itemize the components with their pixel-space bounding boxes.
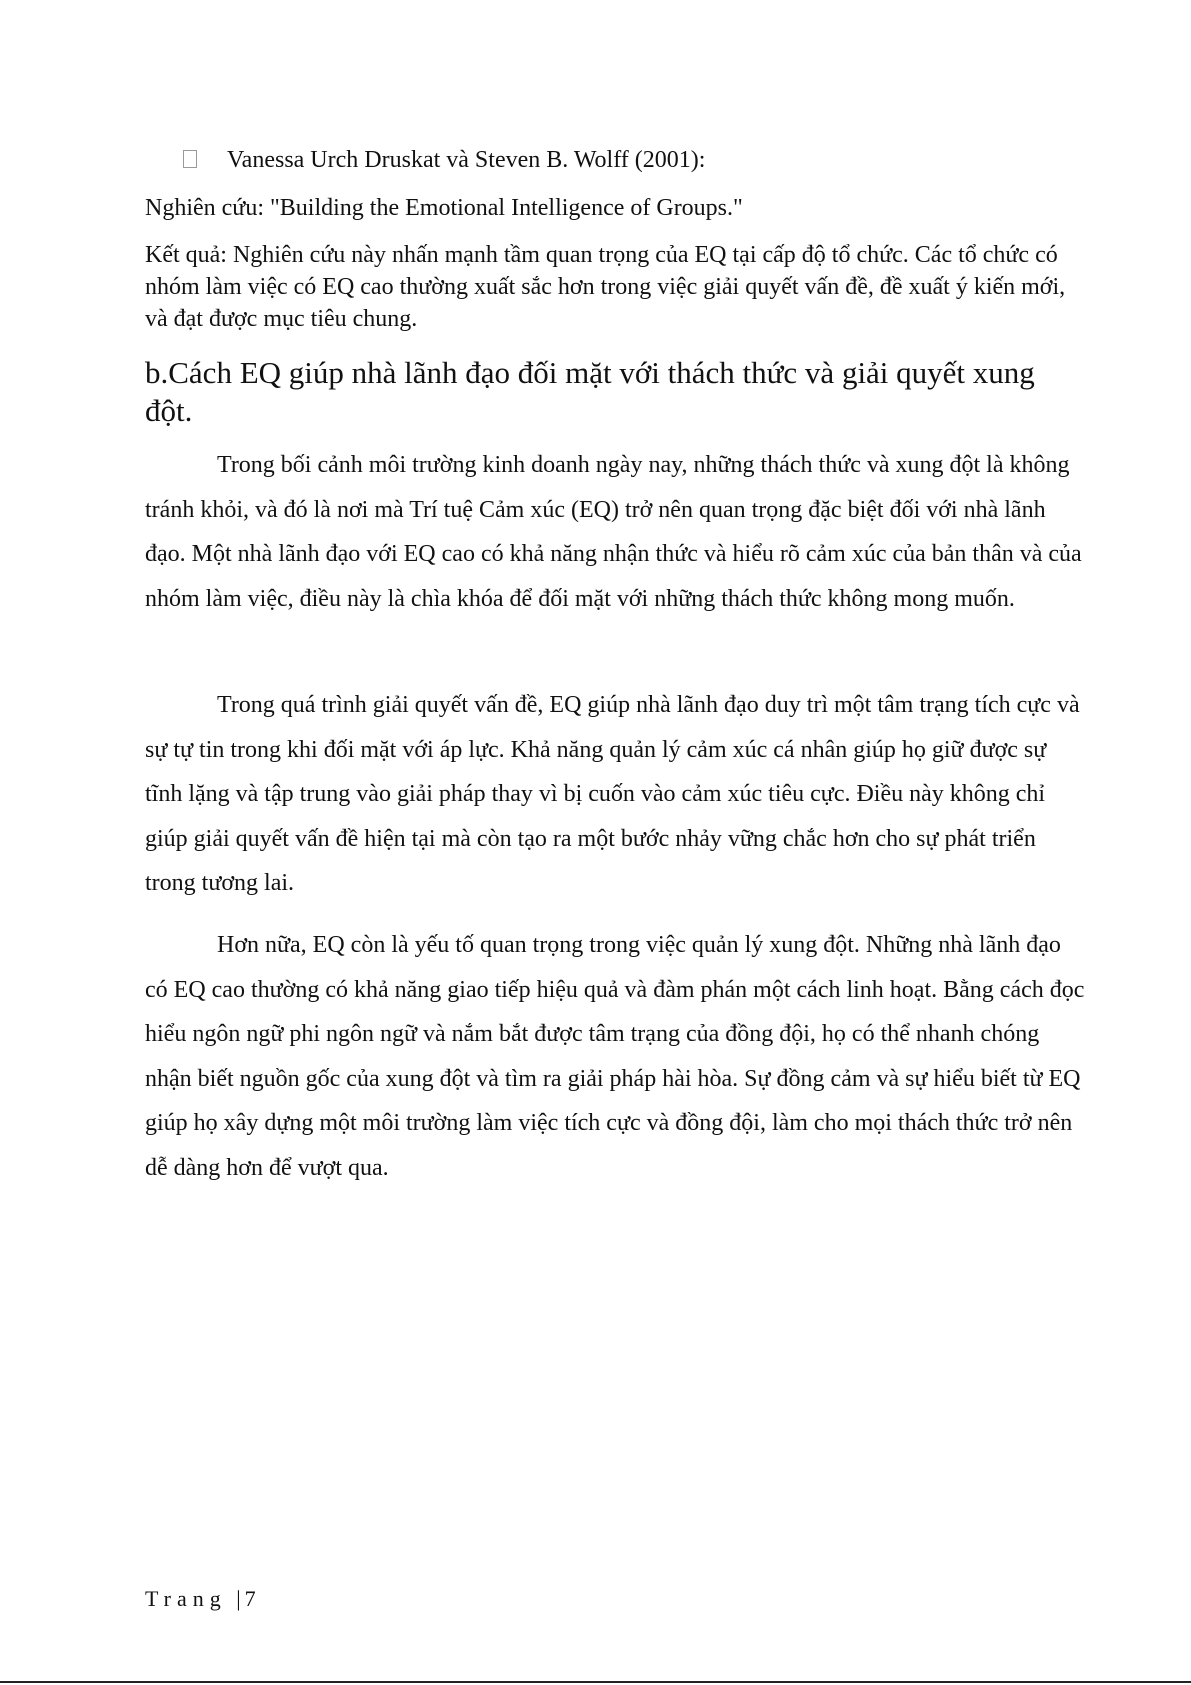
bullet-item (183, 144, 705, 176)
bullet-text: Vanessa Urch Druskat và Steven B. Wolff (2001): (227, 147, 706, 173)
bottom-divider (0, 1681, 1191, 1683)
footer-separator: | (236, 1586, 241, 1611)
page-number: 7 (244, 1586, 256, 1611)
study-line: Nghiên cứu: "Building the Emotional Intelligence of Groups." (145, 195, 743, 221)
footer-label: Trang (145, 1586, 227, 1611)
section-heading: b.Cách EQ giúp nhà lãnh đạo đối mặt với thách thức và giải quyết xung đột. (145, 355, 1035, 428)
body-paragraph-2: Trong quá trình giải quyết vấn đề, EQ giúp nhà lãnh đạo duy trì một tâm trạng tích cực và sự tự tin trong khi đối mặt với áp lực. Khả năng quản lý cảm xúc cá nhân giúp họ giữ được sự tĩnh lặng và tập trung vào giải pháp thay vì bị cuốn vào cảm xúc tiêu cực. Điều này không chỉ giúp giải quyết vấn đề hiện tại mà còn tạo ra một bước nhảy vững chắc hơn cho sự phát triển trong tương lai. (145, 692, 1080, 896)
page-footer (145, 1584, 256, 1614)
square-bullet-icon (183, 150, 197, 168)
body-paragraph-3: Hơn nữa, EQ còn là yếu tố quan trọng trong việc quản lý xung đột. Những nhà lãnh đạo có EQ cao thường có khả năng giao tiếp hiệu quả và đàm phán một cách linh hoạt. Bằng cách đọc hiểu ngôn ngữ phi ngôn ngữ và nắm bắt được tâm trạng của đồng đội, họ có thể nhanh chóng nhận biết nguồn gốc của xung đột và tìm ra giải pháp hài hòa. Sự đồng cảm và sự hiểu biết từ EQ giúp họ xây dựng một môi trường làm việc tích cực và đồng đội, làm cho mọi thách thức trở nên dễ dàng hơn để vượt qua. (145, 932, 1085, 1181)
result-paragraph: Kết quả: Nghiên cứu này nhấn mạnh tầm quan trọng của EQ tại cấp độ tổ chức. Các tổ chức có nhóm làm việc có EQ cao thường xuất sắc hơn trong việc giải quyết vấn đề, đề xuất ý kiến mới, và đạt được mục tiêu chung. (145, 242, 1066, 332)
body-paragraph-1: Trong bối cảnh môi trường kinh doanh ngày nay, những thách thức và xung đột là không tránh khỏi, và đó là nơi mà Trí tuệ Cảm xúc (EQ) trở nên quan trọng đặc biệt đối với nhà lãnh đạo. Một nhà lãnh đạo với EQ cao có khả năng nhận thức và hiểu rõ cảm xúc của bản thân và của nhóm làm việc, điều này là chìa khóa để đối mặt với những thách thức không mong muốn. (145, 452, 1082, 612)
